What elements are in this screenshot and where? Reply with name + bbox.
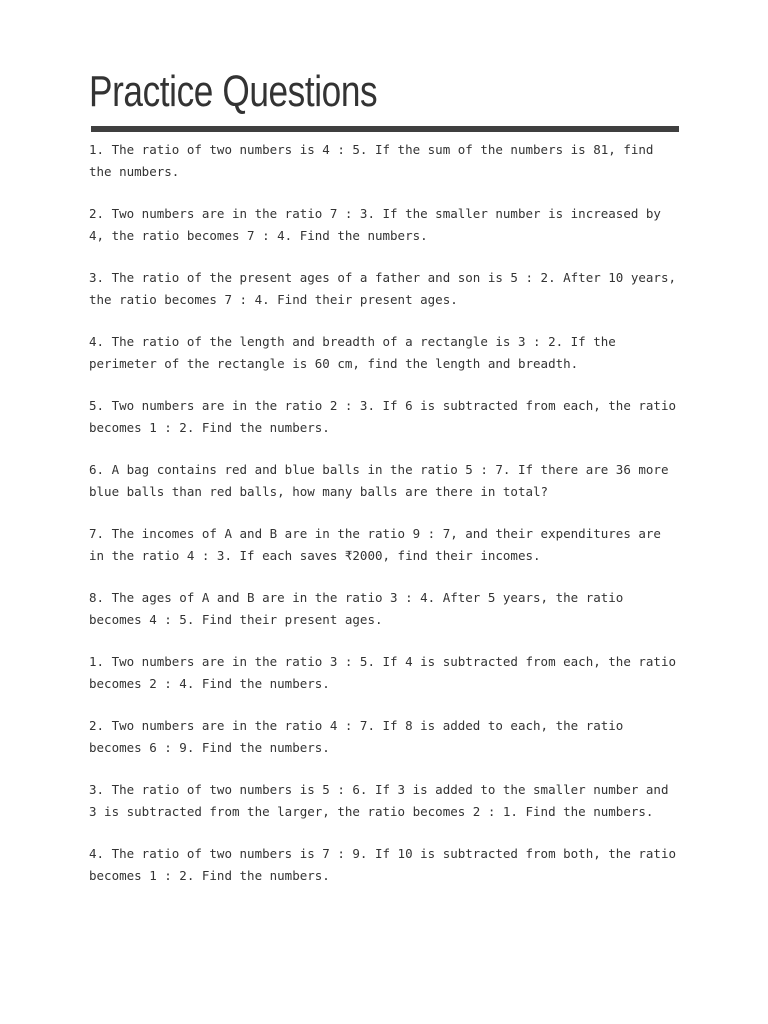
question-item: 7. The incomes of A and B are in the ratio 9 : 7, and their expenditures are in the ratio 4 : 3. If each saves ₹2000, find their incomes.: [89, 526, 661, 563]
question-item: 1. Two numbers are in the ratio 3 : 5. If 4 is subtracted from each, the ratio becomes 2 : 4. Find the numbers.: [89, 654, 676, 691]
question-item: 3. The ratio of two numbers is 5 : 6. If 3 is added to the smaller number and 3 is subtracted from the larger, the ratio becomes 2 : 1. Find the numbers.: [89, 782, 669, 819]
title-divider: [91, 126, 679, 132]
question-item: 5. Two numbers are in the ratio 2 : 3. If 6 is subtracted from each, the ratio becomes 1 : 2. Find the numbers.: [89, 398, 676, 435]
question-item: 2. Two numbers are in the ratio 7 : 3. If the smaller number is increased by 4, the ratio becomes 7 : 4. Find the numbers.: [89, 206, 661, 243]
question-item: 8. The ages of A and B are in the ratio 3 : 4. After 5 years, the ratio becomes 4 : 5. Find their present ages.: [89, 590, 624, 627]
question-item: 4. The ratio of the length and breadth of a rectangle is 3 : 2. If the perimeter of the rectangle is 60 cm, find the length and breadth.: [89, 334, 616, 371]
page-title: Practice Questions: [89, 67, 378, 116]
question-item: 1. The ratio of two numbers is 4 : 5. If the sum of the numbers is 81, find the numbers.: [89, 142, 654, 179]
question-item: 2. Two numbers are in the ratio 4 : 7. If 8 is added to each, the ratio becomes 6 : 9. Find the numbers.: [89, 718, 624, 755]
question-item: 6. A bag contains red and blue balls in the ratio 5 : 7. If there are 36 more blue balls than red balls, how many balls are there in total?: [89, 462, 669, 499]
question-list: [89, 139, 689, 907]
question-item: 3. The ratio of the present ages of a father and son is 5 : 2. After 10 years, the ratio becomes 7 : 4. Find their present ages.: [89, 270, 676, 307]
question-item: 4. The ratio of two numbers is 7 : 9. If 10 is subtracted from both, the ratio becomes 1 : 2. Find the numbers.: [89, 846, 676, 883]
